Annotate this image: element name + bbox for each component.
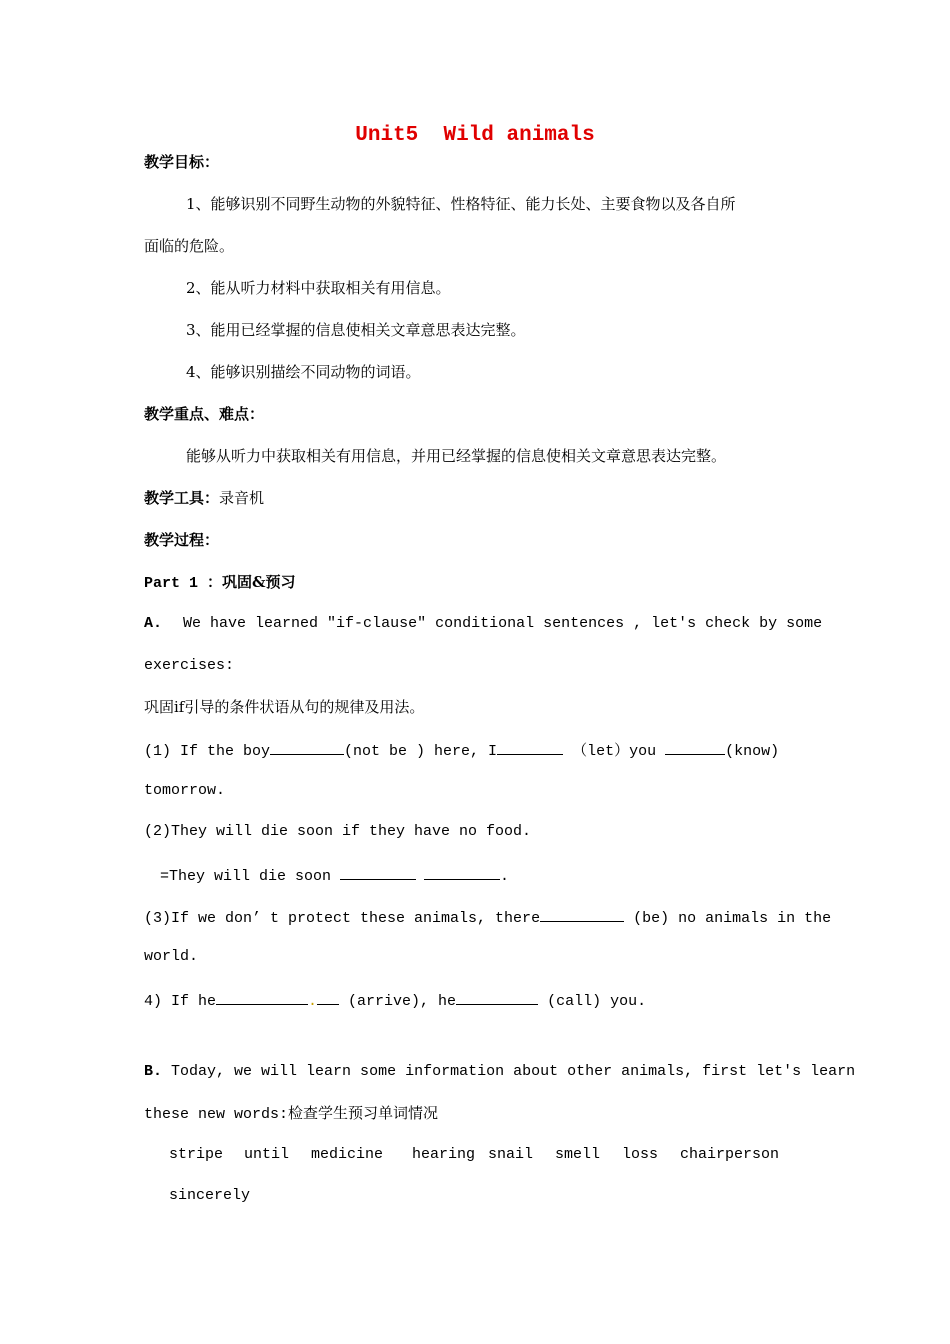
vocabulary-word: hearing	[412, 1146, 476, 1163]
answer-blank[interactable]	[424, 864, 500, 880]
answer-blank[interactable]	[497, 739, 563, 755]
answer-blank[interactable]	[340, 864, 416, 880]
section-a-label: A.	[144, 615, 163, 632]
objective-item: 1、能够识别不同野生动物的外貌特征、性格特征、能力长处、主要食物以及各自所	[186, 195, 736, 213]
vocabulary-word: until	[244, 1146, 290, 1163]
exercise-1-continued: tomorrow.	[144, 782, 226, 799]
document-title: Unit5 Wild animals	[355, 124, 595, 147]
exercise-text: 4) If he	[144, 993, 217, 1010]
section-a-text: We have learned "if-clause" conditional sentences , let's check by some	[183, 615, 823, 632]
vocabulary-word: smell	[555, 1146, 601, 1163]
key-points-heading: 教学重点、难点：	[144, 405, 265, 423]
objective-item: 4、能够识别描绘不同动物的词语。	[186, 363, 421, 381]
key-points-text: 能够从听力中获取相关有用信息，并用已经掌握的信息使相关文章意思表达完整。	[186, 447, 727, 465]
exercise-text: （let）you	[563, 743, 666, 760]
part1-heading-en: Part 1 ：	[144, 575, 223, 592]
vocabulary-word: medicine	[311, 1146, 384, 1163]
exercise-1	[144, 739, 779, 762]
exercise-3	[144, 906, 831, 929]
part1-heading	[144, 572, 296, 594]
objectives-heading: 教学目标：	[144, 153, 220, 171]
vocabulary-word: chairperson	[680, 1146, 780, 1163]
vocabulary-word: stripe	[169, 1146, 224, 1163]
tools-line	[144, 488, 264, 508]
vocabulary-word: loss	[622, 1146, 659, 1163]
answer-blank[interactable]	[216, 989, 308, 1005]
section-b-line1	[144, 1062, 855, 1082]
exercise-3-continued: world.	[144, 948, 199, 965]
answer-blank[interactable]	[270, 739, 344, 755]
answer-blank[interactable]	[540, 906, 624, 922]
exercise-text: =They will die soon	[160, 868, 332, 885]
process-heading: 教学过程：	[144, 531, 220, 549]
section-a-line1	[144, 614, 822, 634]
tools-text: 录音机	[219, 489, 265, 507]
exercise-text: (not be ) here, I	[344, 743, 498, 760]
exercise-4	[144, 989, 646, 1012]
exercise-text: (arrive), he	[339, 993, 457, 1010]
section-b-text-en: these new words:	[144, 1106, 289, 1123]
vocabulary-list	[169, 1145, 779, 1165]
exercise-text: (know)	[725, 743, 780, 760]
exercise-text: (1) If the boy	[144, 743, 271, 760]
objective-item: 面临的危险。	[144, 237, 235, 255]
tools-heading: 教学工具：	[144, 489, 220, 507]
exercise-text: (be) no animals in the	[624, 910, 832, 927]
exercise-text: .	[500, 868, 510, 885]
stray-dot: .	[308, 993, 318, 1010]
exercise-text: (3)If we don’ t protect these animals, there	[144, 910, 541, 927]
section-b-text-cn: 检查学生预习单词情况	[288, 1104, 439, 1122]
answer-blank[interactable]	[456, 989, 538, 1005]
section-a-note: 巩固if引导的条件状语从句的规律及用法。	[144, 698, 425, 716]
exercise-text: (call) you.	[538, 993, 647, 1010]
vocabulary-word: sincerely	[169, 1187, 251, 1204]
part1-heading-cn: 巩固&预习	[222, 573, 296, 591]
section-b-text: Today, we will learn some information about other animals, first let's learn	[171, 1063, 856, 1080]
exercise-2-rewrite	[160, 864, 509, 887]
objective-item: 3、能用已经掌握的信息使相关文章意思表达完整。	[186, 321, 526, 339]
section-a-line2: exercises:	[144, 657, 235, 674]
vocabulary-word: snail	[488, 1146, 534, 1163]
answer-blank[interactable]	[665, 739, 725, 755]
section-b-label: B.	[144, 1063, 163, 1080]
answer-blank[interactable]	[317, 989, 339, 1005]
objective-item: 2、能从听力材料中获取相关有用信息。	[186, 279, 451, 297]
exercise-2: (2)They will die soon if they have no food.	[144, 823, 532, 840]
section-b-line2	[144, 1103, 438, 1125]
